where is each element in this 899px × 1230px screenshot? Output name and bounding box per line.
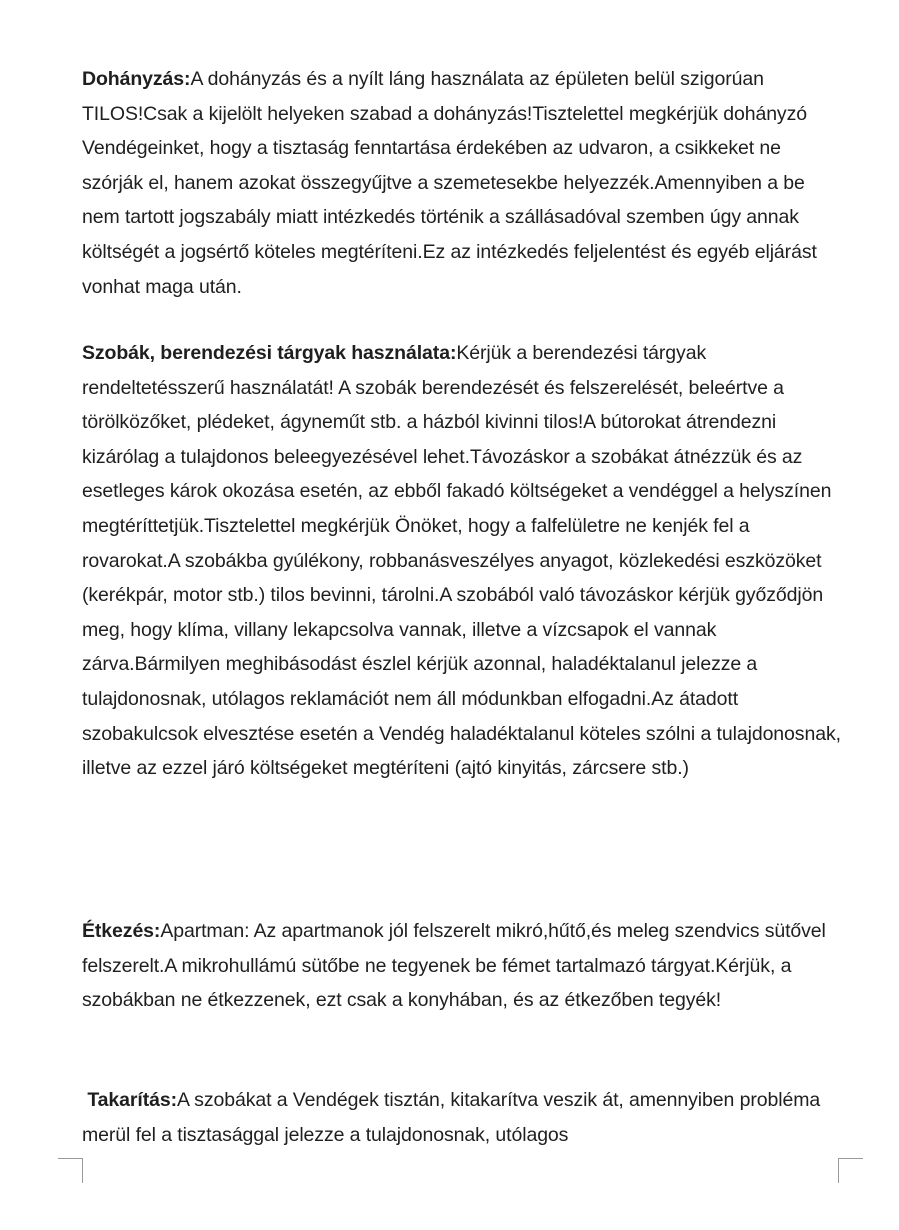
section-body: A dohányzás és a nyílt láng használata az épületen belül szigorúan TILOS!Csak a kijelölt helyeken szabad a dohányzás!Tisztelettel megkérjük dohányzó Vendégeinket, hogy a tisztaság fenntartása érdekében az udvaron, a csikkeket ne szórják el, hanem azokat összegyűjtve a szemetesekbe helyezzék.Amennyiben a be nem tartott jogszabály miatt intézkedés történik a szállásadóval szemben úgy annak költségét a jogsértő köteles megtéríteni.Ez az intézkedés feljelentést és egyéb eljárást vonhat maga után. [82, 68, 817, 298]
section-heading: Étkezés: [82, 920, 161, 942]
section-heading: Takarítás: [82, 1089, 178, 1111]
section-body: Kérjük a berendezési tárgyak rendeltetésszerű használatát! A szobák berendezését és felszerelését, beleértve a törölközőket, plédeket, ágyneműt stb. a házból kivinni tilos!A bútorokat átrendezni kizárólag a tulajdonos beleegyezésével lehet.Távozáskor a szobákat átnézzük és az esetleges károk okozása esetén, az ebből fakadó költségeket a vendéggel a helyszínen megtéríttetjük.Tisztelettel megkérjük Önöket, hogy a falfelületre ne kenjék fel a rovarokat.A szobákba gyúlékony, robbanásveszélyes anyagot, közlekedési eszközöket (kerékpár, motor stb.) tilos bevinni, tárolni.A szobából való távozáskor kérjük győződjön meg, hogy klíma, villany lekapcsolva vannak, illetve a vízcsapok el vannak zárva.Bármilyen meghibásodást észlel kérjük azonnal, haladéktalanul jelezze a tulajdonosnak, utólagos reklamációt nem áll módunkban elfogadni.Az átadott szobakulcsok elvesztése esetén a Vendég haladéktalanul köteles szólni a tulajdonosnak, illetve az ezzel járó költségeket megtéríteni (ajtó kinyitás, zárcsere stb.) [82, 342, 841, 780]
section-smoking [82, 62, 842, 304]
crop-mark-right [838, 1158, 863, 1183]
section-paragraph [82, 1083, 842, 1152]
section-paragraph [82, 914, 842, 1018]
section-food [82, 914, 842, 1018]
section-cleaning [82, 1083, 842, 1152]
section-rooms [82, 336, 842, 786]
section-paragraph [82, 62, 842, 304]
section-body: A szobákat a Vendégek tisztán, kitakarítva veszik át, amennyiben probléma merül fel a tisztasággal jelezze a tulajdonosnak, utólagos [82, 1089, 821, 1146]
section-body: Apartman: Az apartmanok jól felszerelt mikró,hűtő,és meleg szendvics sütővel felszerelt.A mikrohullámú sütőbe ne tegyenek be fémet tartalmazó tárgyat.Kérjük, a szobákban ne étkezzenek, ezt csak a konyhában, és az étkezőben tegyék! [82, 920, 826, 1012]
section-paragraph [82, 336, 842, 786]
crop-mark-left [58, 1158, 83, 1183]
section-heading: Dohányzás: [82, 68, 191, 90]
section-heading: Szobák, berendezési tárgyak használata: [82, 342, 457, 364]
